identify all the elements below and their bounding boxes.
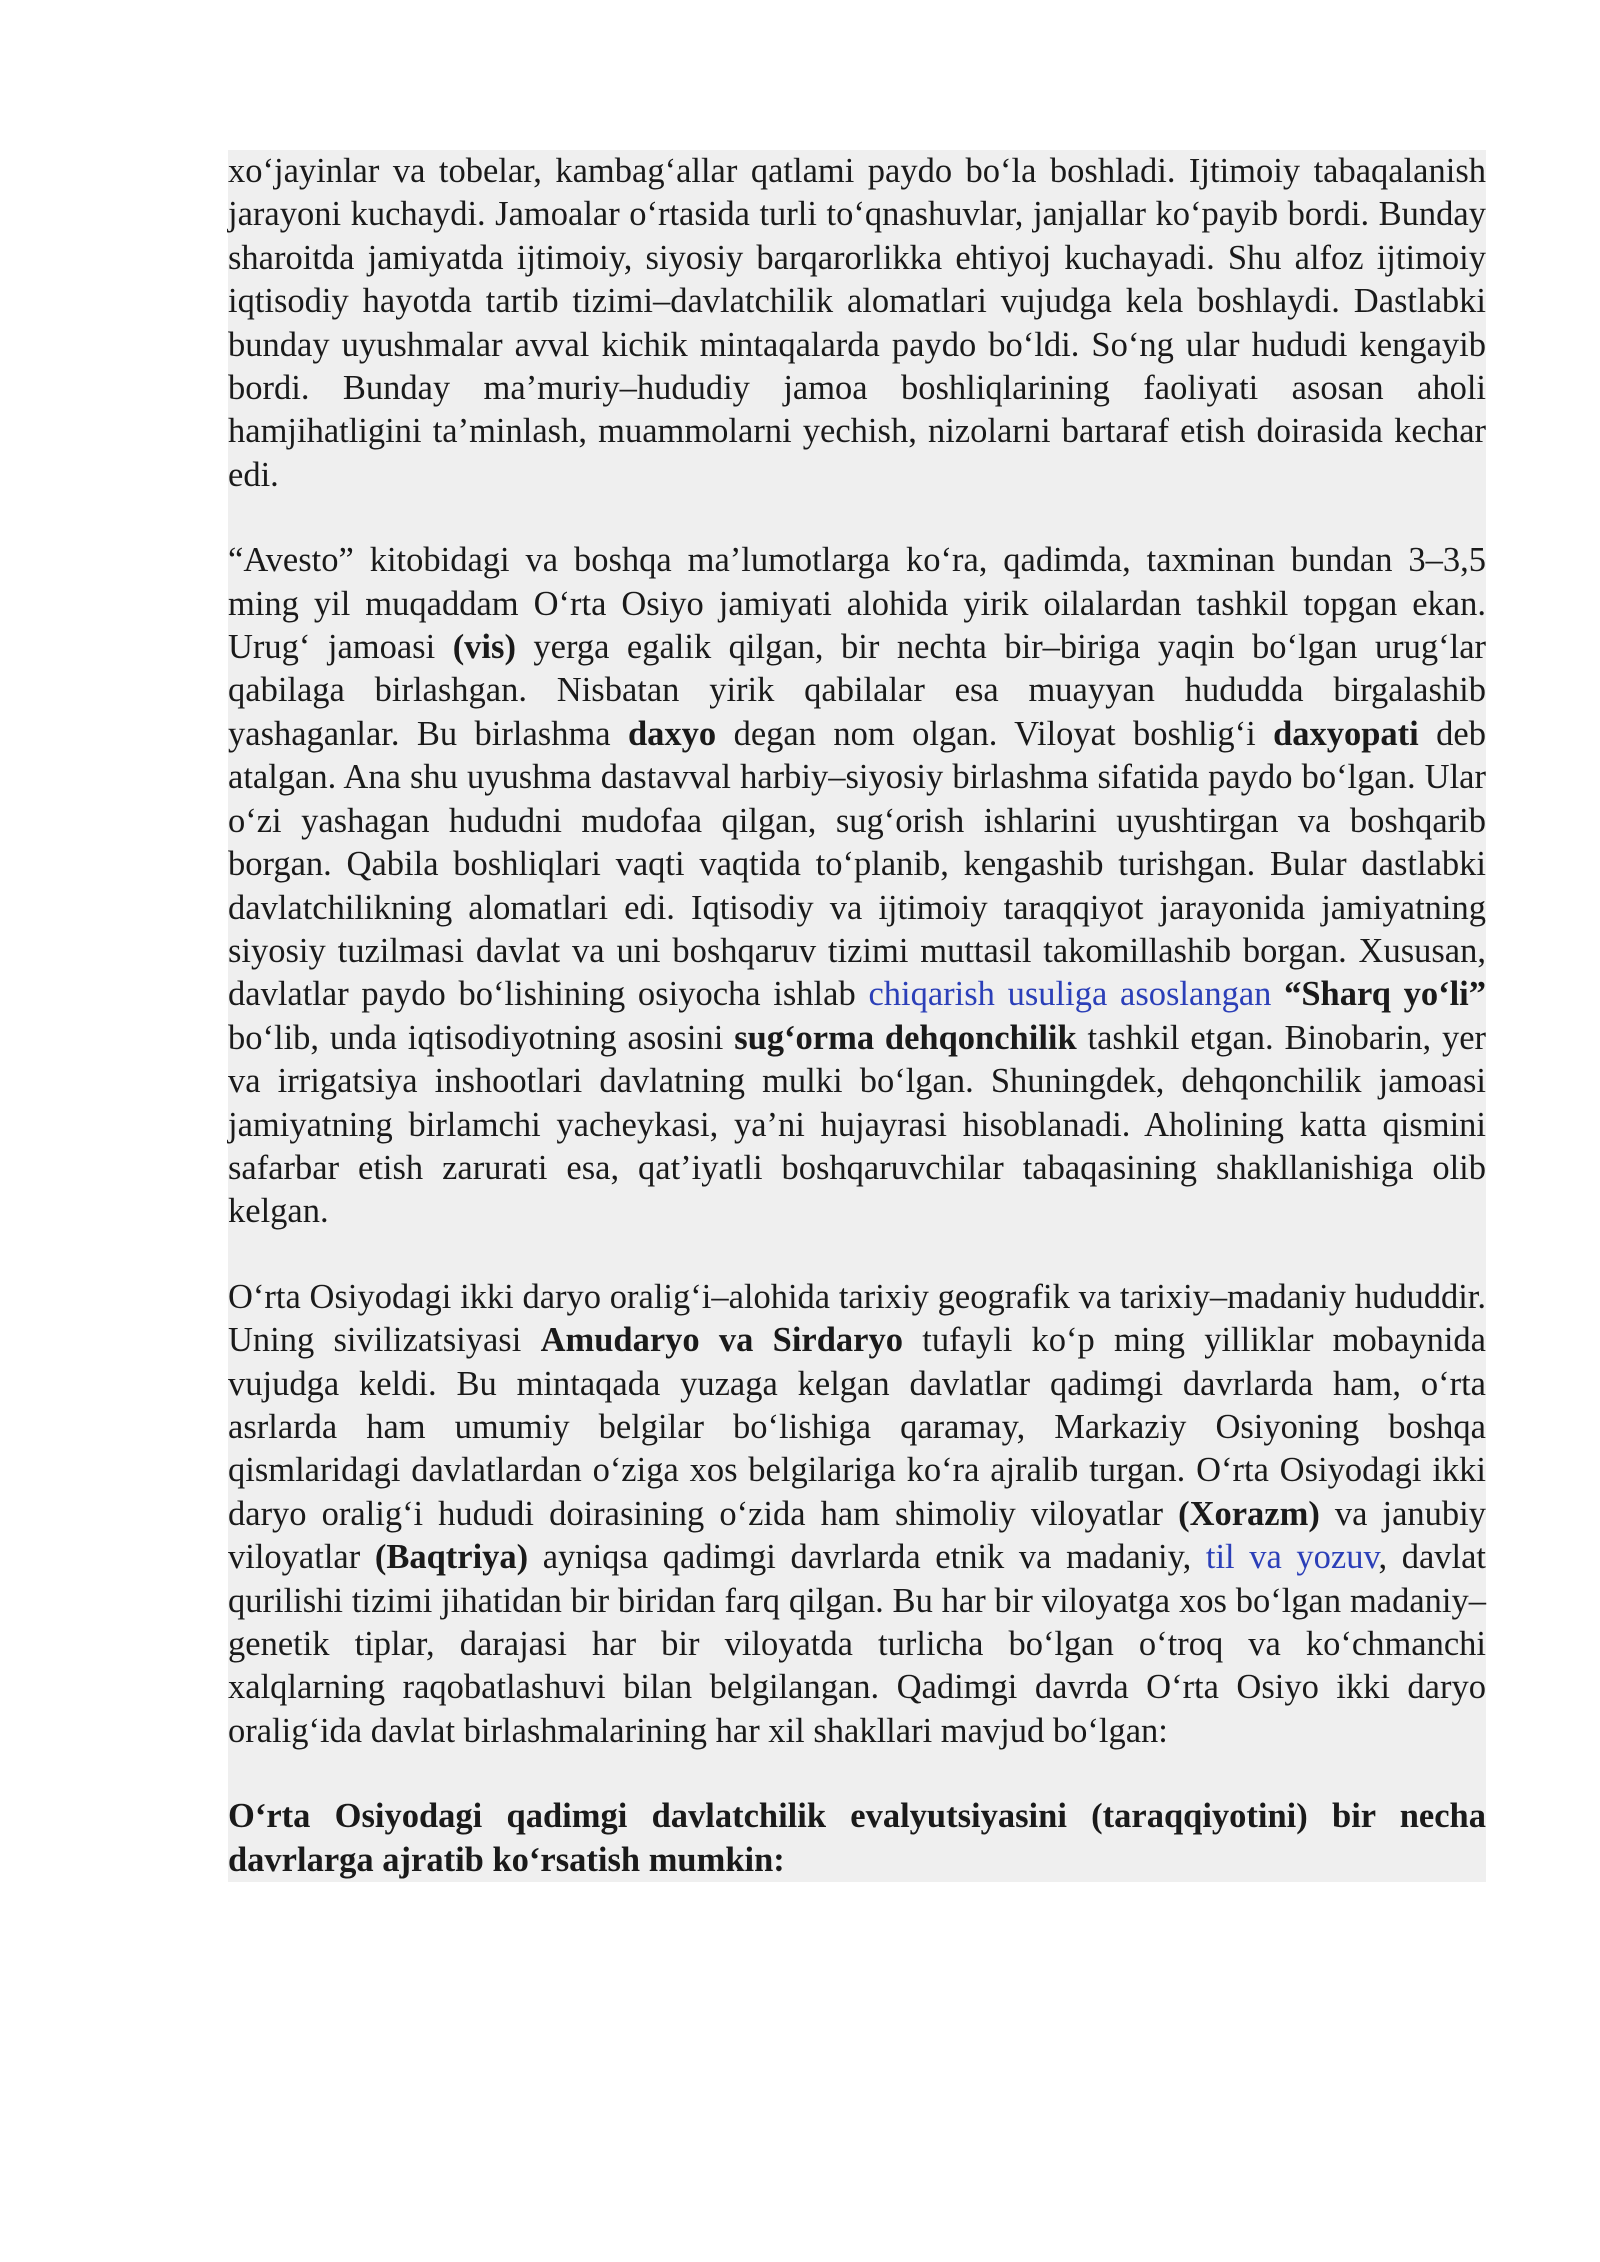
bold-term-xorazm: (Xorazm) [1178, 1494, 1320, 1533]
bold-term-sugorma-dehqonchilik: sug‘orma dehqonchilik [734, 1018, 1077, 1057]
text-run: yerga egalik qilgan, bir nechta bir–biriga yaqin bo‘lgan urug‘lar qabilaga birlashgan. Nisbatan yirik qabilalar esa muayyan hududda birgalashib yashaganlar. Bu birlashma [228, 628, 1487, 753]
text-run [1271, 975, 1284, 1013]
bold-term-daxyopati: daxyopati [1273, 714, 1419, 753]
text-run: , davlat qurilishi tizimi jihatidan bir biridan farq qilgan. Bu har bir viloyatga xos bo‘lgan madaniy–genetik tiplar, darajasi har bir viloyatda turlicha bo‘lgan o‘troq va ko‘chmanchi xalqlarning raqobatlashuvi bilan belgilangan. Qadimgi davrda O‘rta Osiyo ikki daryo oralig‘ida davlat birlashmalarining har xil shakllari mavjud bo‘lgan: [228, 1538, 1486, 1750]
section-heading: O‘rta Osiyodagi qadimgi davlatchilik evalyutsiyasini (taraqqiyotini) bir necha davrlarga ajratib ko‘rsatish mumkin: [228, 1797, 1486, 1879]
text-run: deb atalgan. Ana shu uyushma dastavval harbiy–siyosiy birlashma sifatida paydo bo‘lgan. Ular o‘zi yashagan hududni mudofaa qilgan, sug‘orish ishlarini uyushtirgan va boshqarib borgan. Qabila boshliqlari vaqti vaqtida to‘planib, kengashib turishgan. Bular dastlabki davlatchilikning alomatlari edi. Iqtisodiy va ijtimoiy taraqqiyot jarayonida jamiyatning siyosiy tuzilmasi davlat va uni boshqaruv tizimi muttasil takomillashib borgan. Xususan, davlatlar paydo bo‘lishining osiyocha ishlab [228, 714, 1486, 1014]
bold-term-sharq-yoli: “Sharq yo‘li” [1284, 975, 1487, 1014]
paragraph-1 [228, 150, 1486, 497]
hyperlink-chiqarish-usuli[interactable]: chiqarish usuliga asoslangan [868, 975, 1272, 1014]
paragraph-spacer [228, 497, 1486, 539]
text-run: “Avesto” kitobidagi va boshqa ma’lumotlarga ko‘ra, qadimda, taxminan bundan 3–3,5 ming yil muqaddam O‘rta Osiyo jamiyati alohida yirik oilalardan tashkil topgan ekan. Urug‘ jamoasi [228, 541, 1486, 667]
text-run: degan nom olgan. Viloyat boshlig‘i [716, 714, 1274, 753]
bold-term-vis: (vis) [452, 628, 516, 667]
text-run: va janubiy viloyatlar [228, 1494, 1486, 1577]
paragraph-3 [228, 1276, 1486, 1753]
paragraph-spacer [228, 1753, 1486, 1795]
paragraph-spacer [228, 1234, 1486, 1276]
text-run: tashkil etgan. Binobarin, yer va irrigatsiya inshootlari davlatning mulki bo‘lgan. Shuningdek, dehqonchilik jamoasi jamiyatning birlamchi yacheykasi, ya’ni hujayrasi hisoblanadi. Aholining katta qismini safarbar etish zarurati esa, qat’iyatli boshqaruvchilar tabaqasining shakllanishiga olib kelgan. [228, 1018, 1486, 1231]
paragraph-1-text: xo‘jayinlar va tobelar, kambag‘allar qatlami paydo bo‘la boshladi. Ijtimoiy tabaqalanish jarayoni kuchaydi. Jamoalar o‘rtasida turli to‘qnashuvlar, janjallar ko‘payib bordi. Bunday sharoitda jamiyatda ijtimoiy, siyosiy barqarorlikka ehtiyoj kuchayadi. Shu alfoz ijtimoiy iqtisodiy hayotda tartib tizimi–davlatchilik alomatlari vujudga kela boshlaydi. Dastlabki bunday uyushmalar avval kichik mintaqalarda paydo bo‘ldi. So‘ng ular hududi kengayib bordi. Bunday ma’muriy–hududiy jamoa boshliqlarining faoliyati asosan aholi hamjihatligini ta’minlash, muammolarni yechish, nizolarni bartaraf etish doirasida kechar edi. [228, 152, 1486, 494]
bold-term-baqtriya: (Baqtriya) [374, 1538, 529, 1577]
hyperlink-til-va-yozuv[interactable]: til va yozuv [1205, 1538, 1379, 1577]
document-body [228, 150, 1486, 1882]
text-run: bo‘lib, unda iqtisodiyotning asosini [228, 1018, 735, 1057]
text-run: ayniqsa qadimgi davrlarda etnik va madaniy, [528, 1538, 1206, 1577]
paragraph-2 [228, 539, 1486, 1234]
text-run: O‘rta Osiyodagi ikki daryo oralig‘i–alohida tarixiy geografik va tarixiy–madaniy hududdir. Uning sivilizatsiyasi [228, 1277, 1486, 1360]
text-run: tufayli ko‘p ming yilliklar mobaynida vujudga keldi. Bu mintaqada yuzaga kelgan davlatlar qadimgi davrlarda ham, o‘rta asrlarda ham umumiy belgilar bo‘lishiga qaramay, Markaziy Osiyoning boshqa qismlaridagi davlatlardan o‘ziga xos belgilariga ko‘ra ajralib turgan. O‘rta Osiyodagi ikki daryo oralig‘i hududi doirasining o‘zida ham shimoliy viloyatlar [228, 1321, 1486, 1533]
bold-term-daxyo: daxyo [628, 714, 717, 753]
bold-term-amudaryo-sirdaryo: Amudaryo va Sirdaryo [540, 1321, 903, 1360]
